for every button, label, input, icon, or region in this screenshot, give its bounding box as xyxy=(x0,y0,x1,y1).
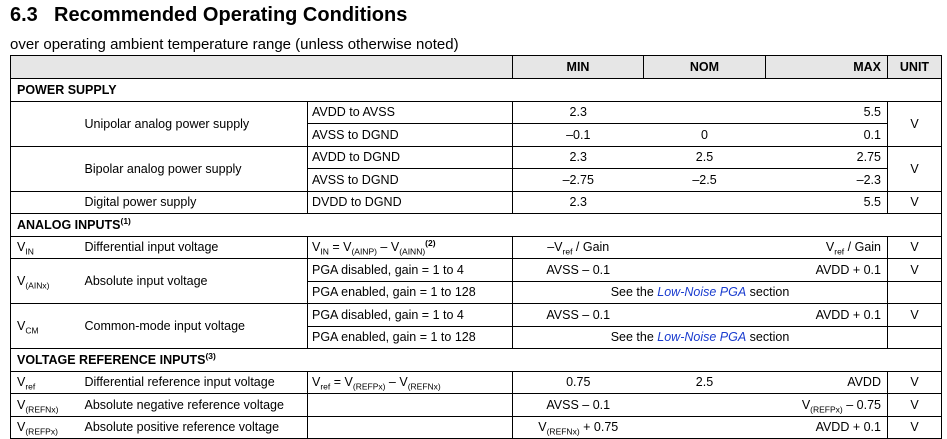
condition-cell: $V_{ref} = V_{(REFPx)} - V_{(REFNx)}$ xyxy=(308,371,513,394)
table-row xyxy=(11,236,942,259)
nom-cell xyxy=(644,191,766,214)
min-cell: AVSS – 0.1 xyxy=(513,304,644,327)
symbol-vainx: $V_{(AINx)}$ xyxy=(11,259,83,304)
max-cell: 5.5 xyxy=(766,101,888,124)
max-cell: 2.75 xyxy=(766,146,888,169)
min-cell: AVSS – 0.1 xyxy=(513,259,644,282)
max-cell: $V_{ref}$ / Gain xyxy=(766,236,888,259)
nom-cell xyxy=(644,259,766,282)
section-row-power-supply xyxy=(11,79,942,102)
footnote-ref: (3) xyxy=(205,350,216,361)
max-cell: AVDD + 0.1 xyxy=(766,259,888,282)
table-row xyxy=(11,304,942,327)
operating-conditions-table xyxy=(10,55,942,439)
unit-cell: V xyxy=(888,236,942,259)
symbol-cell xyxy=(11,101,83,146)
unit-cell: V xyxy=(888,394,942,417)
table-header-row xyxy=(11,56,942,79)
condition-cell: PGA enabled, gain = 1 to 128 xyxy=(308,326,513,349)
header-unit: UNIT xyxy=(888,56,942,79)
footnote-ref: (2) xyxy=(425,238,436,249)
footnote-ref: (1) xyxy=(120,215,131,226)
max-cell: $V_{(REFPx)} - 0.75$ xyxy=(766,394,888,417)
table-row xyxy=(11,394,942,417)
unit-cell: V xyxy=(888,101,942,146)
nom-cell: 0 xyxy=(644,124,766,147)
param-bipolar: Bipolar analog power supply xyxy=(83,146,308,191)
condition-cell: AVSS to DGND xyxy=(308,169,513,192)
unit-cell: V xyxy=(888,259,942,282)
min-cell: 2.3 xyxy=(513,101,644,124)
param-cell: Common-mode input voltage xyxy=(83,304,308,349)
min-cell: –2.75 xyxy=(513,169,644,192)
unit-cell: V xyxy=(888,416,942,439)
nom-cell xyxy=(644,416,766,439)
see-section-cell: See the Low-Noise PGA section xyxy=(513,281,888,304)
min-cell: $V_{(REFNx)} + 0.75$ xyxy=(513,416,644,439)
param-cell: Differential reference input voltage xyxy=(83,371,308,394)
nom-cell xyxy=(644,101,766,124)
section-label-analog-inputs xyxy=(11,214,942,237)
param-digital: Digital power supply xyxy=(83,191,308,214)
symbol-vrefp: $V_{(REFPx)}$ xyxy=(11,416,83,439)
table-subtitle: over operating ambient temperature range (unless otherwise noted) xyxy=(10,36,459,53)
table-row xyxy=(11,101,942,124)
symbol-cell xyxy=(11,191,83,214)
header-min: MIN xyxy=(513,56,644,79)
condition-cell: AVSS to DGND xyxy=(308,124,513,147)
max-cell: 0.1 xyxy=(766,124,888,147)
nom-cell xyxy=(644,236,766,259)
param-unipolar: Unipolar analog power supply xyxy=(83,101,308,146)
condition-cell: AVDD to DGND xyxy=(308,146,513,169)
table-row xyxy=(11,371,942,394)
condition-cell xyxy=(308,394,513,417)
nom-cell: 2.5 xyxy=(644,371,766,394)
max-cell: –2.3 xyxy=(766,169,888,192)
section-label-voltage-reference xyxy=(11,349,942,372)
condition-cell xyxy=(308,416,513,439)
min-cell: AVSS – 0.1 xyxy=(513,394,644,417)
section-title: Recommended Operating Conditions xyxy=(54,4,408,26)
nom-cell: 2.5 xyxy=(644,146,766,169)
nom-cell xyxy=(644,304,766,327)
header-max: MAX xyxy=(766,56,888,79)
min-cell: 2.3 xyxy=(513,191,644,214)
condition-cell: AVDD to AVSS xyxy=(308,101,513,124)
symbol-vin: $V_{IN}$ xyxy=(11,236,83,259)
unit-cell: V xyxy=(888,371,942,394)
param-cell: Absolute negative reference voltage xyxy=(83,394,308,417)
symbol-vcm: $V_{CM}$ xyxy=(11,304,83,349)
max-cell: 5.5 xyxy=(766,191,888,214)
section-label-power-supply: POWER SUPPLY xyxy=(11,79,942,102)
nom-cell: –2.5 xyxy=(644,169,766,192)
symbol-vref: $V_{ref}$ xyxy=(11,371,83,394)
condition-cell: PGA disabled, gain = 1 to 4 xyxy=(308,304,513,327)
unit-cell: V xyxy=(888,146,942,191)
condition-cell: PGA disabled, gain = 1 to 4 xyxy=(308,259,513,282)
table-row xyxy=(11,259,942,282)
low-noise-pga-link[interactable]: Low-Noise PGA xyxy=(657,285,747,300)
unit-cell: V xyxy=(888,304,942,327)
max-cell: AVDD + 0.1 xyxy=(766,416,888,439)
section-row-voltage-reference xyxy=(11,349,942,372)
min-cell: $-V_{ref}$ / Gain xyxy=(513,236,644,259)
param-cell: Absolute input voltage xyxy=(83,259,308,304)
condition-cell: $V_{IN} = V_{(AINP)} - V_{(AINN)}^{(2)}$ xyxy=(308,236,513,259)
header-blank xyxy=(11,56,513,79)
table-row xyxy=(11,191,942,214)
param-cell: Absolute positive reference voltage xyxy=(83,416,308,439)
section-row-analog-inputs xyxy=(11,214,942,237)
section-number: 6.3 xyxy=(10,4,38,26)
table-row xyxy=(11,416,942,439)
section-heading xyxy=(10,4,407,27)
section-label-text: ANALOG INPUTS xyxy=(17,217,121,232)
condition-cell: DVDD to DGND xyxy=(308,191,513,214)
max-cell: AVDD xyxy=(766,371,888,394)
param-cell: Differential input voltage xyxy=(83,236,308,259)
unit-cell: V xyxy=(888,191,942,214)
condition-cell: PGA enabled, gain = 1 to 128 xyxy=(308,281,513,304)
min-cell: 2.3 xyxy=(513,146,644,169)
unit-cell xyxy=(888,281,942,304)
low-noise-pga-link[interactable]: Low-Noise PGA xyxy=(657,330,747,345)
section-label-text: VOLTAGE REFERENCE INPUTS xyxy=(17,352,206,367)
header-nom: NOM xyxy=(644,56,766,79)
min-cell: –0.1 xyxy=(513,124,644,147)
max-cell: AVDD + 0.1 xyxy=(766,304,888,327)
unit-cell xyxy=(888,326,942,349)
nom-cell xyxy=(644,394,766,417)
symbol-cell xyxy=(11,146,83,191)
symbol-vrefn: $V_{(REFNx)}$ xyxy=(11,394,83,417)
min-cell: 0.75 xyxy=(513,371,644,394)
see-section-cell: See the Low-Noise PGA section xyxy=(513,326,888,349)
table-row xyxy=(11,146,942,169)
